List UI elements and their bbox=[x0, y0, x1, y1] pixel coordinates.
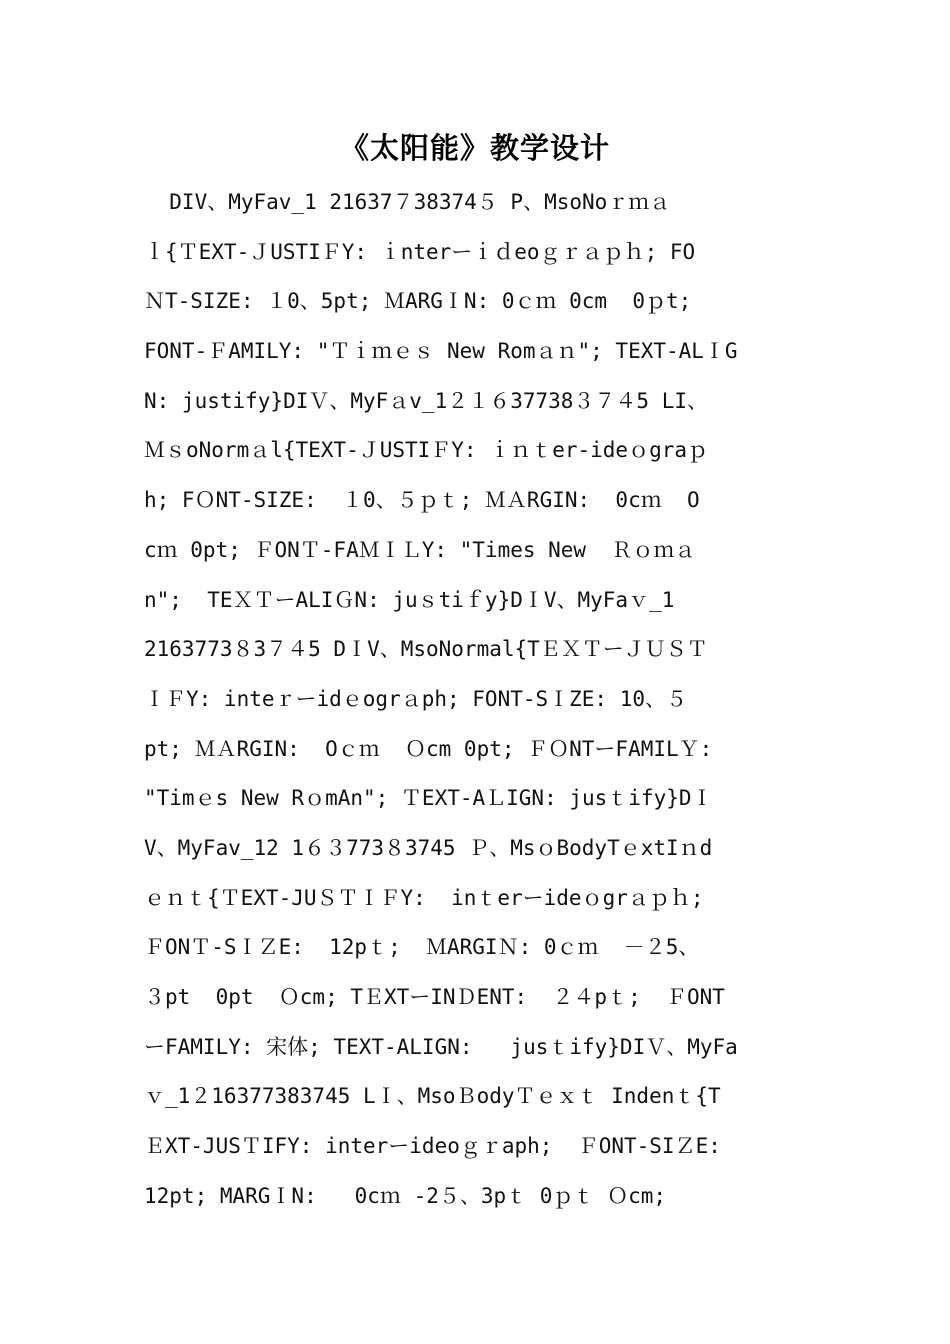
body-line: ＮT-SIZE: １0、5pt; ＭARGＩN: 0ｃｍ 0cm 0ｐt; bbox=[144, 289, 692, 314]
body-line: N: justify}DIＶ、MyFａv_1２１６37738３７４5 LI、 bbox=[144, 388, 709, 413]
body-line: cｍ 0pt; ＦONＴ-FAＭＩＬY: "Times New Ｒｏｍａ bbox=[144, 537, 696, 562]
body-line: ＥXT-JUSＴIFY: interーideoｇｒaph; ＦONT-SIＺE: bbox=[144, 1134, 721, 1159]
document-title: 《太阳能》教学设计 bbox=[339, 131, 610, 165]
body-line: n"; TEＸＴーALIＧN: juｓtiｆy}DＩV、MyFaｖ_1 bbox=[144, 587, 675, 612]
body-line: 12pt; MARGＩN: 0cｍ -2５、3pｔ 0ｐｔ Ｏcm; bbox=[144, 1183, 667, 1208]
body-line: ＭｓoNormａl{TEXT-ＪUSTIＦY: ｉｎｔer-ideｏgraｐ bbox=[144, 438, 709, 463]
body-line: ｌ{ＴEXT-ＪUSTIＦY: ｉnterーｉｄeoｇｒａｐｈ; FO bbox=[144, 239, 696, 264]
body-line: ｖ_1２16377383745 LＩ、MsoＢodyＴｅｘｔ Indenｔ{T bbox=[144, 1084, 721, 1109]
document-body bbox=[144, 178, 812, 1221]
body-line: ＦONＴ-SＩＺE: 12pｔ; ＭARGIＮ: 0ｃｍ －２5、 bbox=[144, 935, 700, 960]
body-line: DIV、MyFav_1 21637７38374５ P、MsoNoｒｍａ bbox=[144, 190, 671, 214]
body-line: ｅｎｔ{ＴEXT-JUＳＴＩＦY: inｔerーideｏgrａｐｈ; bbox=[144, 885, 704, 910]
body-line: FONT-ＦAMILY: "Ｔｉｍｅｓ New Romａｎ"; TEXT-ALＩG bbox=[144, 339, 738, 364]
body-line: ーFAMILY: 宋体; TEXT-ALIGN: jusｔify}DIＶ、MyFa bbox=[144, 1034, 738, 1059]
body-line: V、MyFav_12 1６３773８3745 Ｐ、MsｏBodyTｅxtIｎd bbox=[144, 835, 713, 860]
body-line: 2163773８3７４5 DＩV、MsoNormal{TＥＸＴーＪＵＳＴ bbox=[144, 637, 708, 662]
body-line: pt; ＭＡRGIN: Oｃｍ Ｏcm 0pt; ＦＯNTーFAMILＹ: bbox=[144, 736, 713, 761]
body-line: ＩＦY: inteｒーidｅogrａph; FONT-SＩZE: 10、５ bbox=[144, 686, 688, 711]
body-line: ３pt 0pt Ｏcm; TＥXTーINＤENT: ２４pｔ; ＦONT bbox=[144, 985, 725, 1009]
body-line: h; FＯNT-SIZE: １0、５ｐｔ; ＭＡRGIN: 0cｍ O bbox=[144, 488, 700, 513]
body-line: "Timｅs New RｏmAn"; ＴEXT-AＬIGN: jusｔify}DＩ bbox=[144, 786, 713, 811]
